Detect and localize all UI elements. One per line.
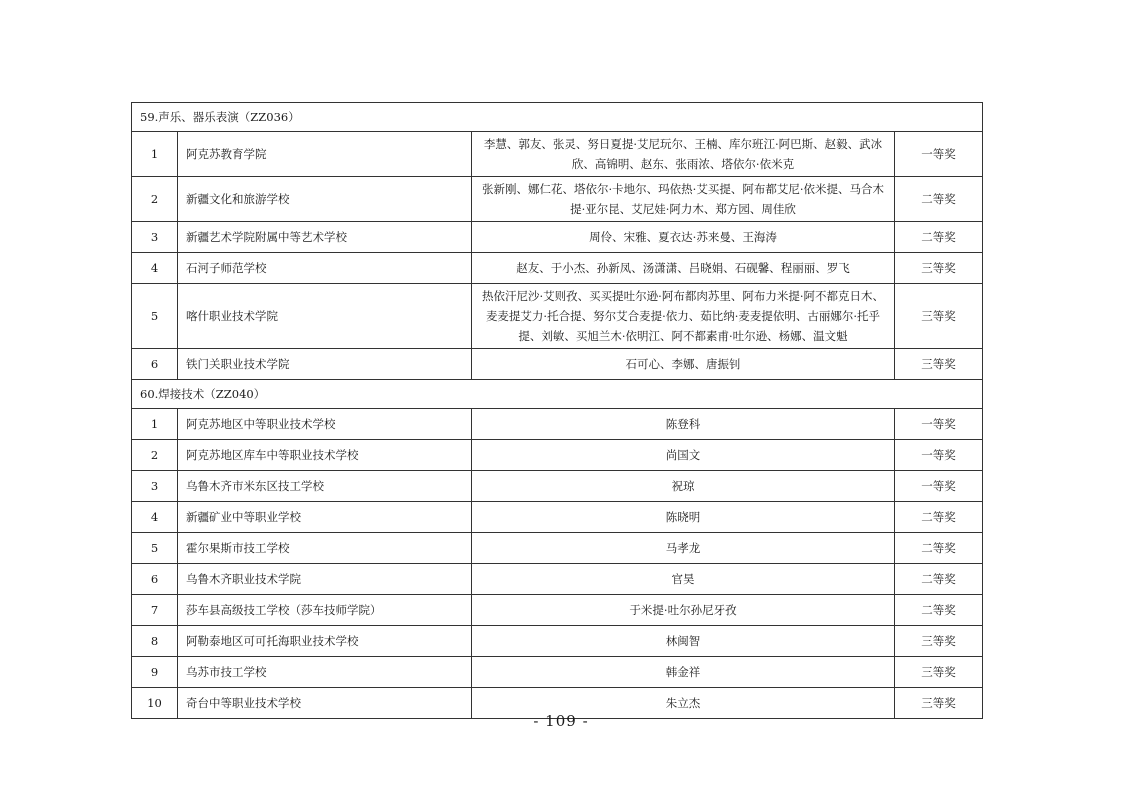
table-row [132,471,983,502]
page-number: - 109 - [533,712,589,730]
school-name: 霍尔果斯市技工学校 [178,533,472,564]
school-name: 铁门关职业技术学院 [178,349,472,380]
participant-names: 祝琼 [472,471,895,502]
school-name: 奇台中等职业技术学校 [178,688,472,719]
award-level: 三等奖 [895,657,983,688]
participant-names: 韩金祥 [472,657,895,688]
award-level: 二等奖 [895,177,983,222]
participant-names: 李慧、郭友、张灵、努日夏提·艾尼玩尔、王楠、库尔班江·阿巴斯、赵毅、武冰欣、高锦明、赵东、张雨浓、塔依尔·依米克 [472,132,895,177]
table-row [132,222,983,253]
table-row [132,349,983,380]
participant-names: 朱立杰 [472,688,895,719]
table-row [132,177,983,222]
row-number: 1 [132,132,178,177]
table-row [132,502,983,533]
participant-names: 官昊 [472,564,895,595]
table-row [132,657,983,688]
participant-names: 张新刚、娜仁花、塔依尔·卡地尔、玛依热·艾买提、阿布都艾尼·依米提、马合木提·亚尔昆、艾尼娃·阿力木、郑方园、周佳欣 [472,177,895,222]
row-number: 4 [132,253,178,284]
section-title: 60.焊接技术（ZZ040） [132,380,983,409]
row-number: 5 [132,533,178,564]
award-level: 一等奖 [895,471,983,502]
award-level: 二等奖 [895,533,983,564]
award-level: 二等奖 [895,502,983,533]
row-number: 3 [132,471,178,502]
school-name: 新疆矿业中等职业学校 [178,502,472,533]
participant-names: 热依汗尼沙·艾则孜、买买提吐尔逊·阿布都肉苏里、阿布力米提·阿不都克日木、麦麦提艾力·托合提、努尔艾合麦提·依力、茹比纳·麦麦提依明、古丽娜尔·托乎提、刘敏、买旭兰木·依明江、阿不都素甫·吐尔逊、杨娜、温文魁 [472,284,895,349]
participant-names: 周伶、宋雅、夏衣达·苏来曼、王海涛 [472,222,895,253]
school-name: 阿克苏地区库车中等职业技术学校 [178,440,472,471]
table-row [132,626,983,657]
school-name: 阿勒泰地区可可托海职业技术学校 [178,626,472,657]
table-row [132,595,983,626]
participant-names: 尚国文 [472,440,895,471]
row-number: 3 [132,222,178,253]
row-number: 10 [132,688,178,719]
table-row [132,533,983,564]
row-number: 4 [132,502,178,533]
table-row [132,132,983,177]
award-level: 三等奖 [895,253,983,284]
participant-names: 陈晓明 [472,502,895,533]
table-row [132,409,983,440]
award-level: 二等奖 [895,595,983,626]
section-title: 59.声乐、器乐表演（ZZ036） [132,103,983,132]
row-number: 8 [132,626,178,657]
award-level: 一等奖 [895,409,983,440]
row-number: 2 [132,177,178,222]
participant-names: 赵友、于小杰、孙新凤、汤潇潇、吕晓娟、石砚馨、程丽丽、罗飞 [472,253,895,284]
school-name: 乌鲁木齐市米东区技工学校 [178,471,472,502]
row-number: 9 [132,657,178,688]
section-header [132,103,983,132]
school-name: 石河子师范学校 [178,253,472,284]
row-number: 6 [132,564,178,595]
award-level: 一等奖 [895,440,983,471]
table-row [132,440,983,471]
award-level: 三等奖 [895,349,983,380]
participant-names: 石可心、李娜、唐振钊 [472,349,895,380]
participant-names: 陈登科 [472,409,895,440]
school-name: 喀什职业技术学院 [178,284,472,349]
row-number: 5 [132,284,178,349]
table-row [132,253,983,284]
section-header [132,380,983,409]
table-row [132,564,983,595]
school-name: 阿克苏教育学院 [178,132,472,177]
school-name: 新疆文化和旅游学校 [178,177,472,222]
row-number: 2 [132,440,178,471]
school-name: 莎车县高级技工学校（莎车技师学院） [178,595,472,626]
participant-names: 马孝龙 [472,533,895,564]
award-level: 一等奖 [895,132,983,177]
participant-names: 于米提·吐尔孙尼牙孜 [472,595,895,626]
school-name: 乌鲁木齐职业技术学院 [178,564,472,595]
row-number: 7 [132,595,178,626]
school-name: 新疆艺术学院附属中等艺术学校 [178,222,472,253]
award-level: 三等奖 [895,626,983,657]
table-row [132,284,983,349]
award-level: 三等奖 [895,284,983,349]
award-level: 二等奖 [895,222,983,253]
awards-table [131,102,983,719]
row-number: 6 [132,349,178,380]
school-name: 阿克苏地区中等职业技术学校 [178,409,472,440]
award-level: 三等奖 [895,688,983,719]
award-level: 二等奖 [895,564,983,595]
participant-names: 林闽智 [472,626,895,657]
school-name: 乌苏市技工学校 [178,657,472,688]
row-number: 1 [132,409,178,440]
